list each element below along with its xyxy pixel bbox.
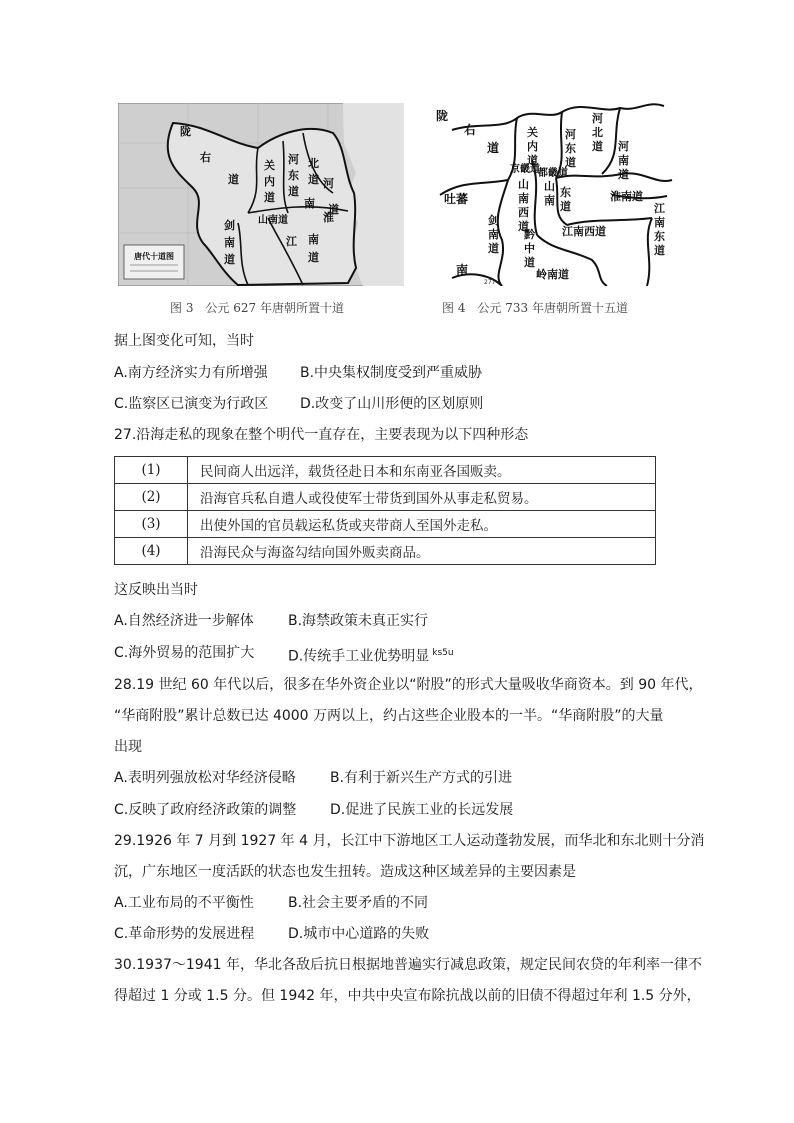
q28-line-3: 出现	[114, 739, 142, 755]
map-label: 道	[487, 141, 500, 155]
row-number: (3)	[115, 511, 188, 538]
q29-option-a[interactable]: A.工业布局的不平衡性	[114, 895, 254, 911]
q26-option-c[interactable]: C.监察区已演变为行政区	[114, 396, 269, 412]
q30-line-1: 30.1937～1941 年，华北各敌后抗日根据地普遍实行减息政策，规定民间农贷的年利率一律不	[114, 957, 702, 973]
map-label: 山	[518, 178, 529, 191]
q29-line-1: 29.1926 年 7 月到 1927 年 4 月，长江中下游地区工人运动蓬勃发展，而华北和东北则十分消	[114, 833, 705, 849]
map-label: 西	[518, 206, 529, 219]
map-label: 河	[592, 112, 603, 125]
q26-stem: 据上图变化可知，当时	[114, 333, 254, 349]
map-label: 道	[524, 256, 535, 269]
map-label: 江	[654, 202, 665, 215]
map-legend-title: 唐代十道图	[134, 252, 174, 261]
map-label: 都畿道	[538, 168, 568, 179]
q27-stem: 27.沿海走私的现象在整个明代一直存在，主要表现为以下四种形态	[114, 427, 529, 443]
map-label: 道	[488, 242, 499, 255]
map-label: 淮	[323, 211, 334, 224]
map-label: 右	[200, 151, 211, 164]
map-label: 道	[264, 191, 275, 204]
map-label: 道	[560, 200, 571, 213]
map-label: 南	[618, 154, 629, 167]
map-label: 道	[224, 253, 235, 266]
row-text: 沿海官兵私自遣人或役使军士带货到国外从事走私贸易。	[188, 484, 656, 511]
map-label: 南	[304, 197, 315, 210]
tang-fifteen-circuits-map	[432, 100, 676, 286]
q28-option-d[interactable]: D.促进了民族工业的长远发展	[330, 802, 514, 818]
map-label: 河	[618, 140, 629, 153]
q27-option-d-text: D.传统手工业优势明显	[288, 648, 430, 665]
map-label: 中	[524, 242, 535, 255]
map-label: 南	[544, 194, 555, 207]
figure-3-caption: 图 3 公元 627 年唐朝所置十道	[170, 301, 344, 315]
q29-option-d[interactable]: D.城市中心道路的失败	[288, 926, 430, 942]
q28-line-2: “华商附股”累计总数已达 4000 万两以上，约占这些企业股本的一半。“华商附股”的大量	[114, 708, 664, 724]
q27-option-c[interactable]: C.海外贸易的范围扩大	[114, 645, 255, 661]
q30-line-2: 得超过 1 分或 1.5 分。但 1942 年，中共中央宣布除抗战以前的旧债不得超过年利 1.5 分外，	[114, 988, 701, 1004]
map-label: 剑	[488, 214, 499, 227]
map-label: 南	[654, 216, 665, 229]
map-label: 南	[518, 192, 529, 205]
q28-line-1: 28.19 世纪 60 年代以后，很多在华外资企业以“附股”的形式大量吸收华商资本。到 90 年代，	[114, 677, 703, 693]
map-small-mark: 277	[484, 279, 496, 286]
q27-after: 这反映出当时	[114, 582, 198, 598]
q26-option-b[interactable]: B.中央集权制度受到严重威胁	[300, 365, 483, 381]
map-label: 道	[308, 251, 319, 264]
map-label: 南	[456, 263, 469, 277]
map-label: 南	[488, 228, 499, 241]
figure-4-caption: 图 4 公元 733 年唐朝所置十五道	[442, 301, 628, 315]
figure-4-map	[432, 100, 676, 286]
q28-option-c[interactable]: C.反映了政府经济政策的调整	[114, 802, 297, 818]
q29-line-2: 沉，广东地区一度活跃的状态也发生扭转。造成这种区域差异的主要因素是	[114, 864, 576, 880]
row-number: (1)	[115, 457, 188, 484]
figure-3-map	[118, 103, 404, 286]
q26-option-a[interactable]: A.南方经济实力有所增强	[114, 365, 268, 381]
map-label: 道	[565, 156, 576, 169]
map-label: 山	[544, 180, 555, 193]
map-label: 北	[308, 157, 319, 170]
q26-option-d[interactable]: D.改变了山川形便的区划原则	[300, 396, 484, 412]
map-label: 京畿道	[510, 164, 540, 175]
q29-option-c[interactable]: C.革命形势的发展进程	[114, 926, 255, 942]
map-label: 江	[286, 235, 297, 248]
map-label: 道	[518, 220, 529, 233]
map-label: 道	[288, 185, 299, 198]
map-label: 道	[592, 140, 603, 153]
map-label: 东	[288, 169, 299, 182]
map-label: 关	[264, 159, 275, 172]
map-label: 道	[654, 244, 665, 257]
q27-option-b[interactable]: B.海禁政策未真正实行	[288, 613, 429, 629]
q27-option-d[interactable]	[288, 643, 454, 667]
map-label: 南	[224, 236, 235, 249]
map-label: 黔	[524, 228, 535, 241]
table-row	[115, 457, 656, 484]
row-number: (2)	[115, 484, 188, 511]
map-label: 山南道	[258, 215, 288, 226]
map-label: 道	[308, 173, 319, 186]
q28-option-a[interactable]: A.表明列强放松对华经济侵略	[114, 770, 296, 786]
map-label: 道	[618, 168, 629, 181]
map-label: 河	[565, 128, 576, 141]
row-text: 民间商人出远洋，载货径赴日本和东南亚各国贩卖。	[188, 457, 656, 484]
map-label: 南	[308, 233, 319, 246]
map-label: 道	[328, 203, 339, 216]
table-row	[115, 538, 656, 565]
watermark: ks5u	[432, 648, 454, 658]
map-label: 关	[527, 126, 538, 139]
map-label: 河	[288, 153, 299, 166]
map-label: 东	[654, 230, 665, 243]
map-label: 内	[264, 175, 275, 188]
row-number: (4)	[115, 538, 188, 565]
q28-option-b[interactable]: B.有利于新兴生产方式的引进	[330, 770, 513, 786]
map-label: 陇	[436, 109, 449, 123]
map-label: 吐蕃	[444, 192, 469, 206]
row-text: 出使外国的官员载运私货或夹带商人至国外走私。	[188, 511, 656, 538]
map-label: 内	[527, 140, 538, 153]
map-label: 东	[560, 186, 571, 199]
map-label: 道	[527, 154, 538, 167]
table-row	[115, 511, 656, 538]
map-label: 剑	[224, 219, 235, 232]
map-label: 淮南道	[610, 190, 643, 203]
q29-option-b[interactable]: B.社会主要矛盾的不同	[288, 895, 429, 911]
map-label: 北	[592, 126, 603, 139]
table-row	[115, 484, 656, 511]
map-label: 陇	[180, 125, 191, 138]
map-label: 河	[323, 177, 334, 190]
q27-table	[114, 456, 656, 565]
tang-ten-circuits-map	[118, 103, 404, 286]
row-text: 沿海民众与海盗勾结向国外贩卖商品。	[188, 538, 656, 565]
map-label: 道	[228, 173, 239, 186]
map-label: 东	[565, 142, 576, 155]
map-label: 江南西道	[562, 225, 606, 238]
q27-option-a[interactable]: A.自然经济进一步解体	[114, 613, 254, 629]
map-label: 岭南道	[536, 268, 569, 281]
map-label: 右	[464, 123, 477, 137]
